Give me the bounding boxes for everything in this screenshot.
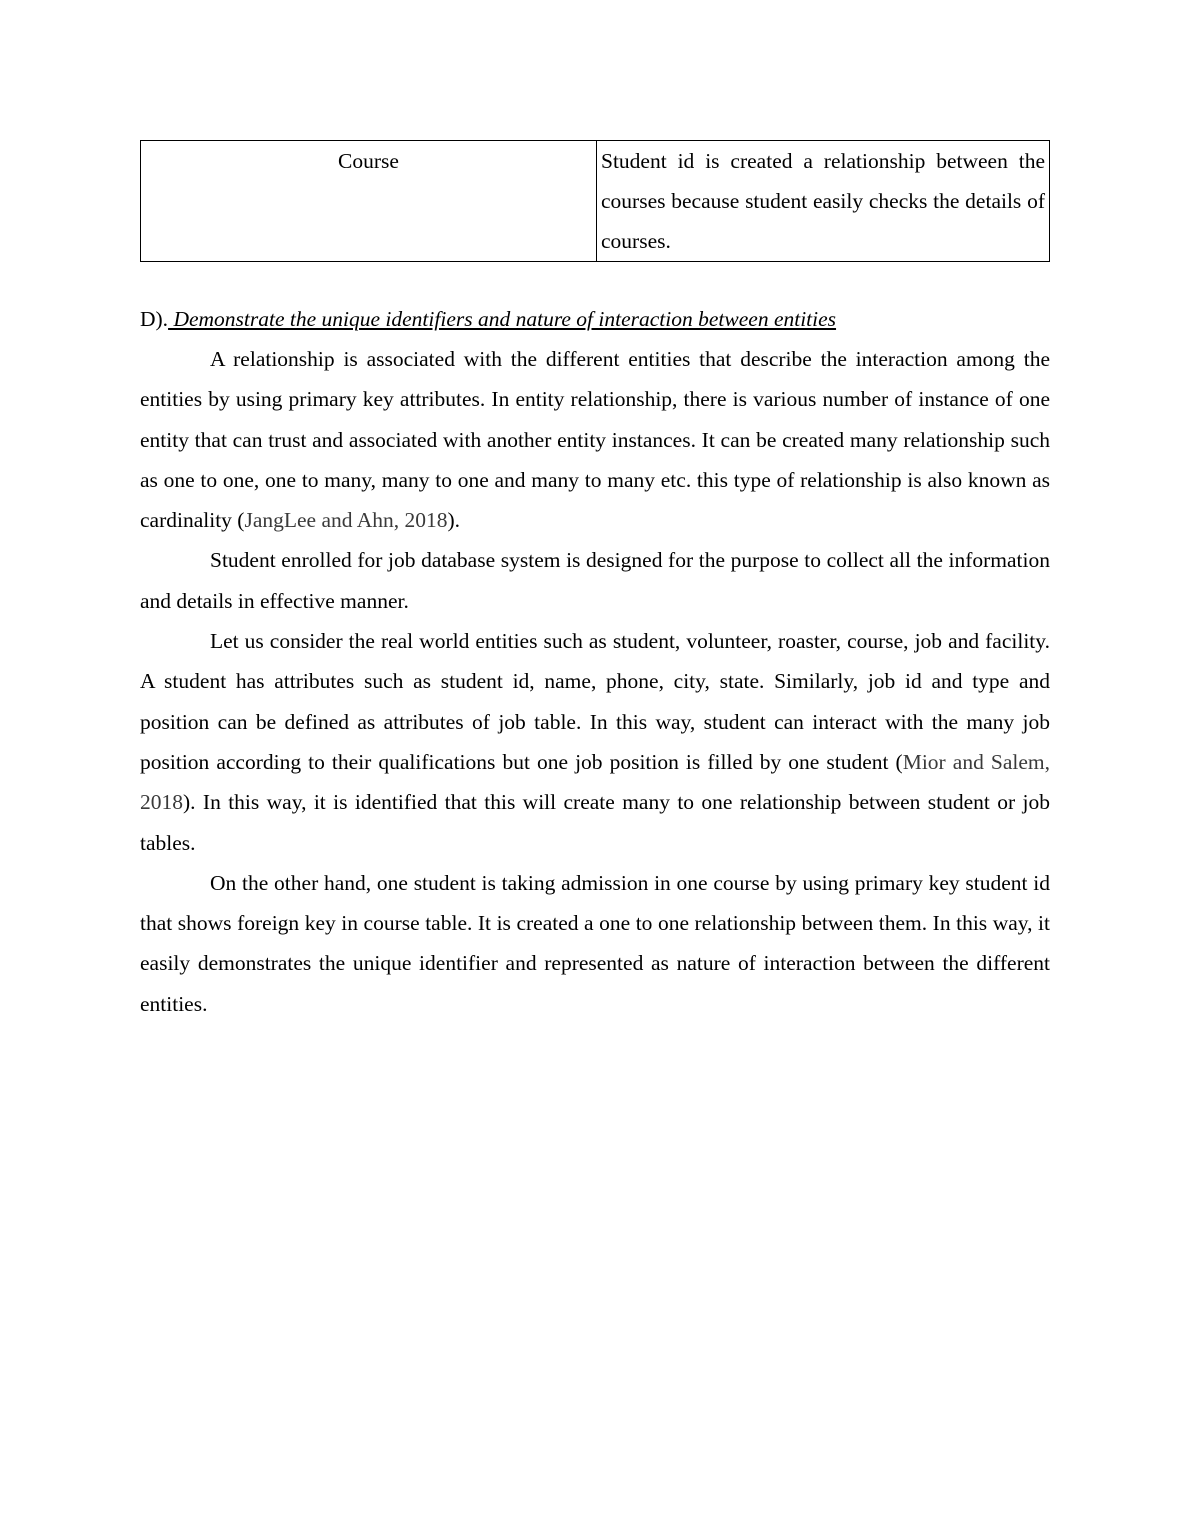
document-page	[140, 140, 1050, 1024]
section-prefix: D).	[140, 307, 169, 331]
paragraph-text-end: ). In this way, it is identified that this will create many to one relationship between student or job tables.	[140, 790, 1050, 855]
paragraph-text: Let us consider the real world entities such as student, volunteer, roaster, course, job and facility. A student has attributes such as student id, name, phone, city, state. Similarly, job id and type and position can be defined as attributes of job table. In this way, student can interact with the many job position according to their qualifications but one job position is filled by one student (	[140, 629, 1050, 774]
table-cell-entity: Course	[141, 141, 597, 262]
paragraph-text-end: ).	[447, 508, 461, 533]
paragraph-text: Student enrolled for job database system is designed for the purpose to collect all the information and details in effective manner.	[140, 548, 1050, 613]
paragraph-one-to-one	[140, 863, 1050, 1024]
section-title: Demonstrate the unique identifiers and nature of interaction between entities	[168, 307, 837, 331]
entity-relationship-table	[140, 140, 1050, 262]
paragraph-real-world-entities	[140, 621, 1050, 863]
table-row	[141, 141, 1050, 262]
paragraph-cardinality	[140, 339, 1050, 540]
paragraph-database-system	[140, 540, 1050, 621]
paragraph-text: A relationship is associated with the different entities that describe the interaction among the entities by using primary key attributes. In entity relationship, there is various number of instance of one entity that can trust and associated with another entity instances. It can be created many relationship such as one to one, one to many, many to one and many to many etc. this type of relationship is also known as cardinality (	[140, 347, 1050, 533]
paragraph-text: On the other hand, one student is taking admission in one course by using primary key student id that shows foreign key in course table. It is created a one to one relationship between them. In this way, it easily demonstrates the unique identifier and represented as nature of interaction between the different entities.	[140, 870, 1050, 1016]
citation: Mior and Salem, 2018	[140, 749, 1050, 815]
citation: JangLee and Ahn, 2018	[244, 508, 448, 533]
table-cell-description: Student id is created a relationship between the courses because student easily checks the details of courses.	[597, 141, 1050, 262]
section-heading	[140, 299, 1050, 339]
